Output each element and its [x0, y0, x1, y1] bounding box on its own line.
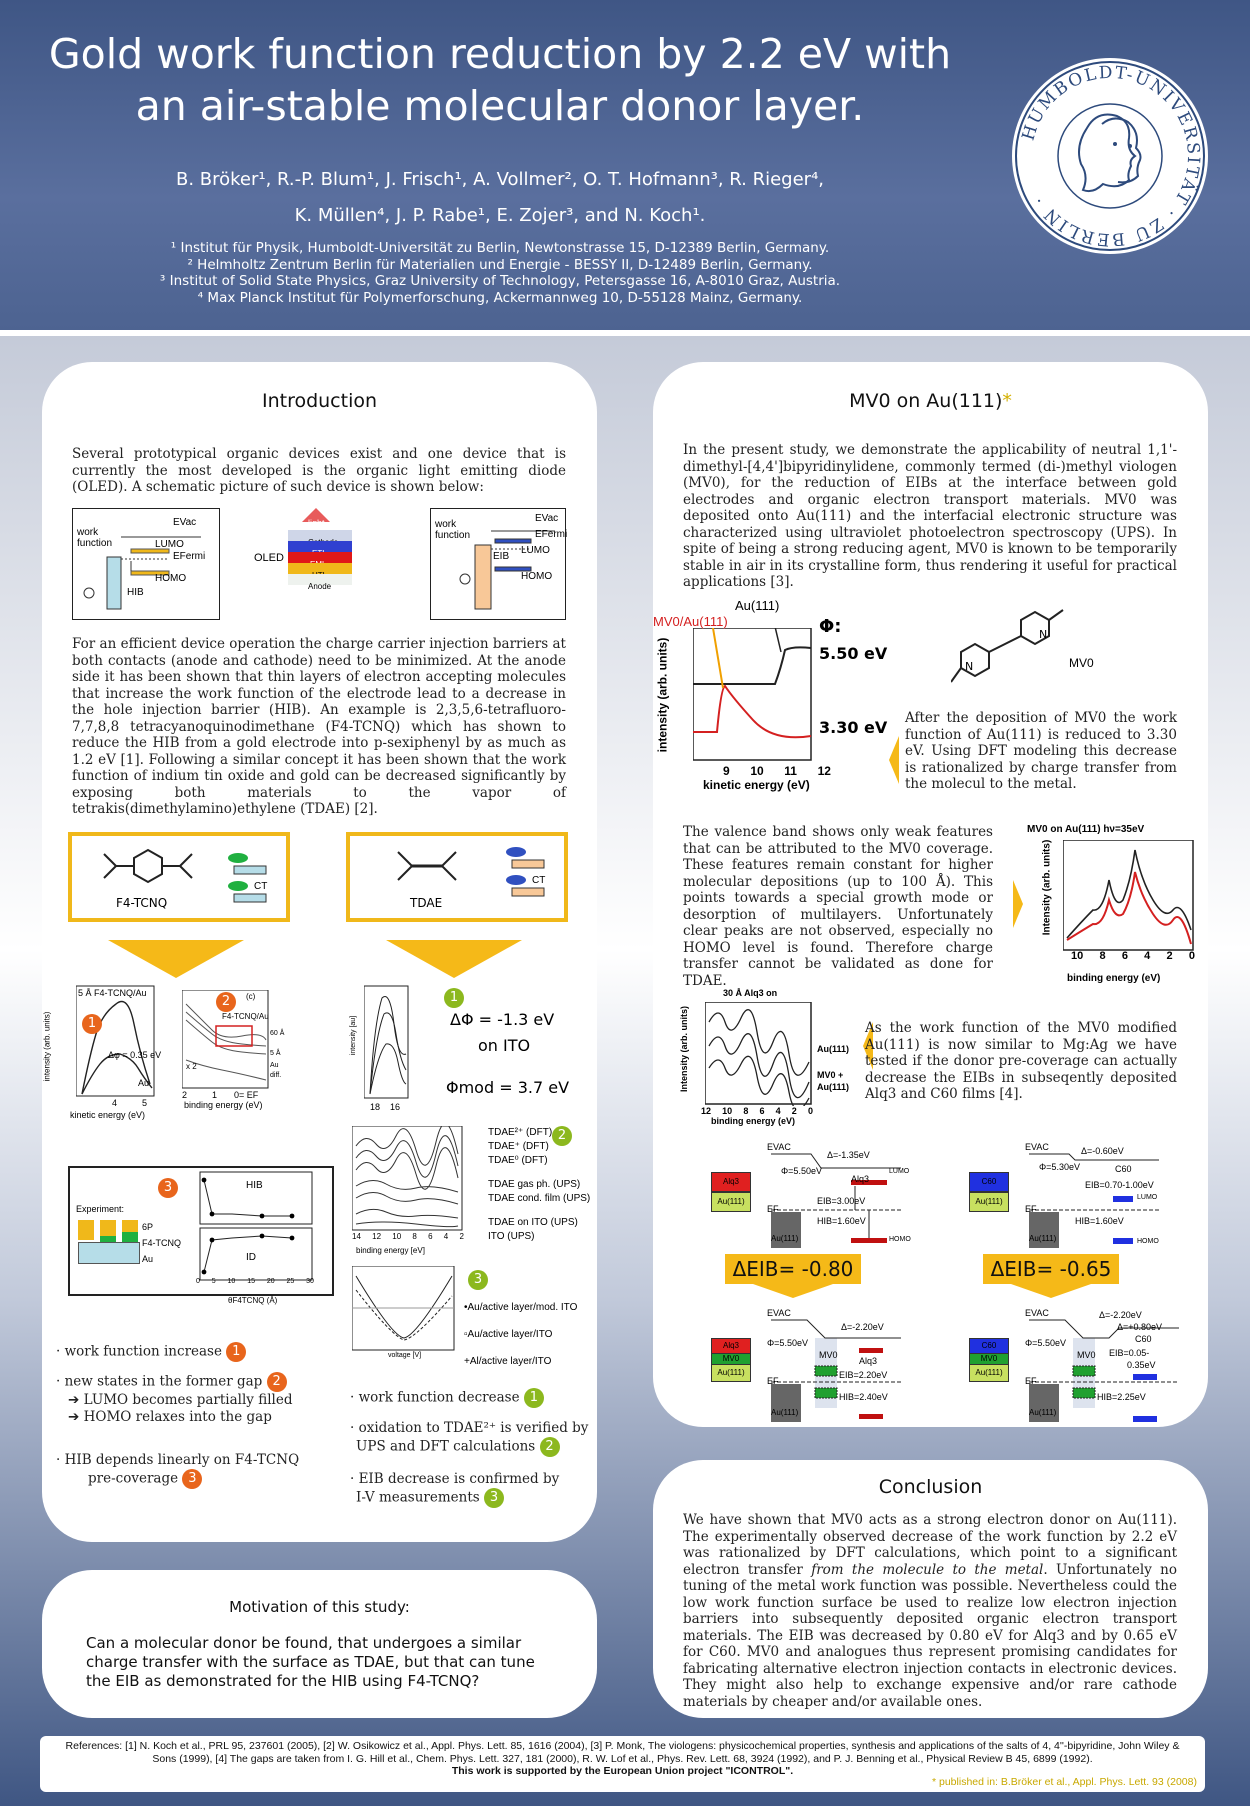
wf-value-2: 3.30 eV [819, 718, 888, 737]
stack-au111: Au(111) [969, 1364, 1009, 1382]
legend-item: •Au/active layer/mod. ITO [464, 1302, 578, 1313]
mv0-work-function-plot [653, 594, 893, 790]
bullet-ups-dft [356, 1437, 590, 1457]
dbr-eib-2: 0.35eV [1127, 1360, 1156, 1370]
vb-xlabel: binding energy (eV) [1067, 973, 1161, 984]
legend-item: TDAE²⁺ (DFT) [488, 1127, 553, 1138]
dtl-ef: EF [767, 1204, 779, 1214]
alq-mv0-label: MV0 + [817, 1070, 844, 1080]
tdae-iv-plot [352, 1266, 592, 1366]
c60-mv0-au-energy-diagram [969, 1308, 1183, 1428]
tick: 6 [428, 1232, 433, 1241]
tdae-down-arrow-icon [386, 940, 522, 978]
wf-xticks [723, 764, 831, 778]
vb-xticks [1071, 950, 1195, 962]
stack-6p [78, 1220, 94, 1240]
f4-plot2-x2-label: x 2 [186, 1062, 197, 1071]
dtl-hib: HIB=1.60eV [817, 1216, 866, 1226]
tick: 4 [443, 1232, 449, 1241]
tick: 9 [723, 764, 730, 778]
left-ef-label: EFermi [173, 551, 206, 562]
f4-plot1-au-label: Au [138, 1078, 150, 1088]
mv0-paragraph-1: In the present study, we demonstrate the applicability of neutral 1,1'-dimethyl-[4,4']bipyridinylidene, commonly termed (di-)methyl viologen (MV0), for the reduction of EIBs at the interface between gold electrodes and organic electron transport materials. MV0 was deposited onto Au(111) and the interfacial electronic structure was characterized using ultraviolet photoelectron spectroscopy (UPS). In spite of being a strong reducing agent, MV0 is known to be temporarily stable in air in its crystalline form, thus rendering it useful for practical applications [3]. [683, 442, 1177, 590]
oled-right-energy-diagram [430, 508, 566, 620]
f4-plot2-diff-label: diff. [270, 1072, 282, 1079]
conclusion-title: Conclusion [878, 1476, 983, 1498]
hib-f4-label: F4-TCNQ [142, 1238, 181, 1248]
affiliations [140, 240, 860, 306]
alq3-mv0-au-energy-diagram [711, 1308, 921, 1428]
f4-plot1-dphi-label: Δφ = 0.35 eV [108, 1050, 162, 1060]
bullet-number: 1 [226, 1342, 246, 1362]
affiliation-2: ² Helmholtz Zentrum Berlin für Materialien und Energie - BESSY II, D-12489 Berlin, Germany. [187, 256, 813, 273]
delta-eib-alq3-callout: ΔEIB= -0.80 [725, 1254, 861, 1284]
tick: 0 [807, 1106, 813, 1116]
tdae-plot2-xlabel: binding energy [eV] [356, 1246, 425, 1255]
alq-ylabel: Intensity (arb. units) [679, 1005, 690, 1093]
mv0-title [653, 390, 1208, 412]
hib-6p-label: 6P [142, 1222, 154, 1232]
motivation-title: Motivation of this study: [229, 1598, 410, 1616]
tdae-ct-label: CT [532, 875, 546, 886]
header-divider [0, 330, 1250, 336]
dbr-mol: C60 [1135, 1334, 1152, 1344]
bullet-oxidation: · oxidation to TDAE²⁺ is verified by [350, 1420, 589, 1436]
stack-au111: Au(111) [969, 1192, 1009, 1212]
tdae-number-3: 3 [468, 1270, 488, 1290]
tdae-ups-dft-plot [352, 1126, 592, 1256]
dtl-evac: EVAC [767, 1142, 791, 1152]
f4tcnq-kinetic-plot [42, 984, 176, 1134]
callout-right-arrow-icon [1011, 1284, 1091, 1298]
dtl-mol: Alq3 [851, 1174, 870, 1184]
tick: 14 [352, 1232, 361, 1241]
dtr-phi: Φ=5.30eV [1039, 1162, 1080, 1172]
right-wf-label: work function [435, 519, 471, 541]
dtr-homo: HOMO [1137, 1238, 1159, 1245]
svg-text:HUMBOLDT-UNIVERSITÄT · ZU BERL: HUMBOLDT-UNIVERSITÄT · ZU BERLIN · [1018, 62, 1204, 250]
dbl-hib: HIB=2.40eV [839, 1392, 888, 1402]
tdae-dphi-label: ΔΦ = -1.3 eV [450, 1010, 555, 1029]
legend-item: TDAE⁰ (DFT) [488, 1155, 548, 1166]
tick: 6 [1121, 950, 1128, 962]
f4-plot2-c-label: (c) [246, 992, 256, 1001]
sample-stack-graphic [78, 1220, 138, 1266]
motivation-text: Can a molecular donor be found, that undergoes a similar charge transfer with the surface as TDAE, but that can tune the EIB as demonstrated for the HIB using F4-TCNQ? [86, 1634, 535, 1690]
f4-plot-number-2: 2 [216, 992, 236, 1012]
f4tcnq-binding-plot [182, 990, 302, 1120]
introduction-title: Introduction [261, 390, 378, 412]
tdae-plot2-ticks [352, 1232, 464, 1241]
dbl-phi: Φ=5.50eV [767, 1338, 808, 1348]
bullet-wf-decrease [350, 1388, 590, 1408]
tick: 10 [392, 1232, 402, 1241]
title-line-1: Gold work function reduction by 2.2 eV with [48, 30, 952, 78]
f4-plot2-au-label: Au [270, 1062, 279, 1069]
authors [120, 162, 880, 234]
oled-layer-cathode [288, 530, 352, 541]
published-note: * published in: B.Bröker et al., Appl. Phys. Lett. 93 (2008) [932, 1776, 1197, 1788]
dtr-mol: C60 [1115, 1164, 1132, 1174]
anode-label: Anode [308, 582, 332, 591]
wf-phi-label: Φ: [819, 616, 842, 637]
tick: 25 [286, 1278, 295, 1285]
tick: 0 [196, 1278, 200, 1285]
oled-layer-etl [288, 541, 352, 552]
stack-c60: C60 [969, 1172, 1009, 1192]
vb-arrow-icon [1013, 880, 1023, 928]
dtr-evac: EVAC [1025, 1142, 1049, 1152]
alq3-valence-band-plot [679, 988, 853, 1122]
title-line-2: an air-stable molecular donor layer. [135, 82, 865, 130]
stack-mv0: MV0 [711, 1353, 751, 1365]
dbl-delta: Δ=-2.20eV [841, 1322, 884, 1332]
dtr-au: Au(111) [1029, 1234, 1057, 1243]
dbr-delta-2: Δ=+0.80eV [1117, 1322, 1163, 1332]
oled-stack [288, 508, 352, 618]
svg-text:N: N [1039, 628, 1048, 641]
dtl-lumo: LUMO [889, 1168, 910, 1175]
intro-paragraph-1: Several prototypical organic devices exist and one device that is currently the most developed is the organic light emitting diode (OLED). A schematic picture of such device is shown below: [72, 446, 566, 495]
affiliation-4: ⁴ Max Planck Institut für Polymerforschung, Ackermannweg 10, D-55128 Mainz, Germany. [197, 289, 803, 306]
dtr-lumo: LUMO [1137, 1194, 1158, 1201]
bullet-number: 2 [267, 1372, 287, 1392]
oled-left-energy-diagram [72, 508, 220, 620]
alq3-au-energy-diagram [711, 1142, 911, 1252]
left-evac-label: EVac [173, 517, 197, 528]
tick: 2 [791, 1106, 797, 1116]
tdae-plot1-ylabel: intensity [au] [350, 1015, 358, 1056]
bullet-homo: ➔ HOMO relaxes into the gap [68, 1409, 272, 1425]
dtl-homo: HOMO [889, 1236, 911, 1243]
tick: 12 [372, 1232, 382, 1241]
university-seal-logo [1012, 58, 1208, 254]
c60-au-energy-diagram [969, 1142, 1179, 1252]
f4-plot1-ylabel: intensity (arb. units) [42, 1011, 52, 1082]
wf-arrow-icon [889, 736, 899, 784]
bullet-lumo: ➔ LUMO becomes partially filled [68, 1392, 293, 1408]
legend-item: TDAE on ITO (UPS) [488, 1217, 578, 1228]
f4tcnq-label: F4-TCNQ [116, 896, 168, 910]
dbl-ef: EF [767, 1376, 779, 1386]
dbl-eib: EIB=2.20eV [839, 1370, 888, 1380]
bullet-number: 1 [524, 1388, 544, 1408]
dbr-au: Au(111) [1029, 1408, 1057, 1417]
hib-pre-coverage-plot [68, 1166, 334, 1296]
references-list: References: [1] N. Koch et al., PRL 95, 237601 (2005), [2] W. Osikowicz et al., Appl. Phys. Lett. 85, 1616 (2004), [3] P. Monk, The viologens: physicochemical properties, synthesis and applications of the salts of 4, 4''-bipyridine, John Wiley & Sons (1999), [4] The gaps are taken from I. G. Hill et al., Chem. Phys. Lett. 327, 181 (2000), R. W. Lof et al., Phys. Rev. Lett. 68, 3924 (1992), and P. J. Benning et al., Physical Review B 45, 6899 (1992). [65, 1740, 1180, 1765]
mv0-title-text: MV0 on Au(111) [849, 390, 1003, 412]
oled-layer-htl [288, 563, 352, 574]
tdae-plot1-tick-18: 18 [370, 1102, 381, 1112]
f4-plot2-sample-label: F4-TCNQ/Au [222, 1012, 269, 1021]
mv0-paragraph-3: The valence band shows only weak features that can be attributed to the MV0 coverage. These features remain constant for higher molecular depositions (up to 100 Å). This points towards a special growth mode or desorption of multilayers. Unfortunately clear peaks are not observed, especially no HOMO level is found. Therefore charge transfer cannot be validated as done for TDAE. [683, 824, 993, 989]
stack-alq3: Alq3 [711, 1338, 751, 1354]
intro-paragraph-2: For an efficient device operation the charge carrier injection barriers at both contacts (anode and cathode) need to be minimized. At the anode side it has been shown that thin layers of electron accepting molecules that increase the work function of the electrode lead to a decrease in the hole injection barrier (HIB). An example is 2,3,5,6-tetrafluoro-7,7,8,8 tetracyanoquinodimethane (F4-TCNQ) which has shown to reduce the HIB from a gold electrode into p-sexiphenyl by as much as 1.2 eV [1]. Following a similar concept it has been shown that the work function of indium tin oxide and gold can be decreased significantly by exposing both materials to the vapor of tetrakis(dimethylamino)ethylene (TDAE) [2]. [72, 636, 566, 817]
f4tcnq-molecule-box [68, 832, 290, 922]
dbr-delta-1: Δ=-2.20eV [1099, 1310, 1142, 1320]
tdae-findings [350, 1388, 590, 1508]
dbr-evac: EVAC [1025, 1308, 1049, 1318]
right-homo-label: HOMO [521, 571, 553, 582]
vb-ylabel: Intensity (arb. units) [1041, 839, 1053, 936]
f4-plot2-tick-2: 2 [182, 1090, 188, 1100]
affiliation-1: ¹ Institut für Physik, Humboldt-Universität zu Berlin, Newtonstrasse 15, D-12389 Berlin, Germany. [170, 240, 830, 256]
left-hib-label: HIB [127, 587, 144, 598]
left-homo-label: HOMO [155, 573, 187, 584]
stack-c60: C60 [969, 1338, 1009, 1354]
tick: 12 [701, 1106, 712, 1116]
mv0-title-star: * [1002, 390, 1012, 412]
bullet-new-states [56, 1372, 326, 1392]
f4-plot1-xlabel: kinetic energy (eV) [70, 1110, 146, 1120]
dbr-hib: HIB=2.25eV [1097, 1392, 1146, 1402]
dtl-delta: Δ=-1.35eV [827, 1150, 870, 1160]
dtr-ef: EF [1025, 1204, 1037, 1214]
affiliation-3: ³ Institut of Solid State Physics, Graz University of Technology, Petersgasse 16, A-8010 Graz, Austria. [159, 273, 841, 289]
vb-title: MV0 on Au(111) hν=35eV [1027, 824, 1145, 835]
tick: 0 [1188, 950, 1195, 962]
tick: 4 [1144, 950, 1151, 962]
tdae-number-1: 1 [444, 988, 464, 1008]
dtl-au: Au(111) [771, 1234, 799, 1243]
bullet-text: pre-coverage [88, 1470, 179, 1487]
right-lumo-label: LUMO [521, 545, 550, 556]
mv0-molecule-structure [951, 592, 1101, 692]
authors-line-2: K. Müllen⁴, J. P. Rabe¹, E. Zojer³, and N. Koch¹. [294, 205, 706, 226]
tdae-on-ito-label: on ITO [478, 1036, 531, 1055]
dtl-phi: Φ=5.50eV [781, 1166, 822, 1176]
tick: 15 [247, 1278, 255, 1285]
hib-xlabel: θF4TCNQ (Å) [228, 1296, 278, 1305]
right-ef-label: EFermi [535, 529, 568, 540]
alq-xlabel: binding energy (eV) [711, 1116, 796, 1126]
bullet-wf-increase [56, 1342, 326, 1362]
conclusion-text-b: . Unfortunately no tuning of the metal work function was possible. Nevertheless could the low work function surface be used to realize low electron injection barriers into subsequently deposited organic electron transport materials. The EIB was decreased by 0.80 eV for Alq3 and by 0.65 eV for C60. MV0 and analogues thus represent promising candidates for fabricating alternative electron injection contacts in electronic devices. They might also help to exchange expensive and/or rare cathode materials by cheaper and/or available ones. [683, 1561, 1177, 1710]
tick: 8 [743, 1106, 749, 1116]
tdae-label: TDAE [410, 896, 443, 910]
bullet-pre-coverage [88, 1469, 326, 1489]
alq-xticks [701, 1106, 813, 1116]
legend-item: ITO (UPS) [488, 1231, 535, 1242]
legend-item: TDAE⁺ (DFT) [488, 1141, 549, 1152]
f4-plot1-tick-5: 5 [142, 1098, 148, 1108]
left-lumo-label: LUMO [155, 539, 184, 550]
wf-ylabel: intensity (arb. units) [655, 637, 670, 753]
id-axis-label: ID [246, 1252, 256, 1263]
bullet-number: 3 [484, 1488, 504, 1508]
f4-plot2-tick-0: 0= EF [234, 1090, 259, 1100]
tdae-plot1-tick-16: 16 [390, 1102, 401, 1112]
references-text [55, 1740, 1190, 1778]
tick: 8 [1099, 950, 1106, 962]
callout-left-arrow-icon [753, 1284, 833, 1298]
wf-value-1: 5.50 eV [819, 644, 888, 663]
conclusion-text-a: We have shown that MV0 acts as a strong electron donor on Au(111). The experimentally observed decrease of the work function by 2.2 eV was rationalized by DFT calculations, which point to a significant electron transfer [683, 1512, 1177, 1578]
support-statement: This work is supported by the European Union project "ICONTROL". [451, 1765, 794, 1777]
motivation-panel [42, 1570, 597, 1718]
bullet-text: · work function increase [56, 1343, 222, 1360]
svg-text:N: N [965, 660, 974, 673]
tick: 2 [459, 1232, 464, 1241]
bullet-iv [356, 1488, 590, 1508]
conclusion-text-emphasis: from the molecule to the metal [811, 1561, 1044, 1578]
dtr-hib: HIB=1.60eV [1075, 1216, 1124, 1226]
alq-title: 30 Å Alq3 on [723, 988, 778, 998]
tick: 8 [412, 1232, 417, 1241]
dbr-mv0: MV0 [1077, 1350, 1096, 1360]
f4-plot2-5-label: 5 Å [270, 1050, 281, 1057]
tdae-intensity-plot [350, 984, 420, 1124]
stack-au [78, 1242, 140, 1264]
mv0-molecule-label: MV0 [1069, 656, 1094, 670]
mv0-paragraph-4: As the work function of the MV0 modified Au(111) is now similar to Mg:Ag we have tested if the donor pre-coverage can actually decrease the EIBs in subseqently deposited Alq3 and C60 films [4]. [865, 1020, 1177, 1102]
stack-mv0: MV0 [969, 1353, 1009, 1365]
f4-plot2-xlabel: binding energy (eV) [184, 1100, 263, 1110]
tick: 2 [1166, 950, 1173, 962]
tick: 4 [775, 1106, 781, 1116]
mv0-paragraph-2: After the deposition of MV0 the work function of Au(111) is reduced to 3.30 eV. Using DFT modeling this decrease is rationalized by charge transfer from the molecul to the metal. [905, 710, 1177, 792]
stack-au111: Au(111) [711, 1192, 751, 1212]
alq-au-label-2: Au(111) [817, 1082, 850, 1092]
f4tcnq-down-arrow-icon [108, 940, 244, 978]
dbl-evac: EVAC [767, 1308, 791, 1318]
hib-au-label: Au [142, 1254, 154, 1264]
tdae-molecule-box [346, 832, 568, 922]
introduction-panel [42, 362, 597, 1542]
bullet-text: I-V measurements [356, 1489, 480, 1506]
f4-ct-label: CT [254, 881, 268, 892]
stack-f4 [122, 1232, 138, 1242]
bullet-number: 3 [182, 1469, 202, 1489]
f4-plot2-tick-1: 1 [212, 1090, 218, 1100]
tdae-plot3-xlabel: voltage [V] [388, 1352, 422, 1359]
tick: 12 [817, 764, 831, 778]
oled-layer-anode [288, 574, 352, 591]
mv0-panel [653, 362, 1208, 1427]
f4-plot-number-1: 1 [82, 1014, 102, 1034]
oled-layer-eml [288, 552, 352, 563]
legend-item: TDAE cond. film (UPS) [488, 1193, 591, 1204]
bullet-text: · work function decrease [350, 1389, 520, 1406]
poster-title [20, 28, 980, 132]
tick: 10 [227, 1278, 236, 1285]
tick: 10 [1071, 950, 1084, 962]
tick: 5 [211, 1278, 216, 1285]
conclusion-panel [653, 1460, 1208, 1718]
right-evac-label: EVac [535, 513, 559, 524]
hib-xticks [196, 1278, 314, 1285]
dtr-eib: EIB=0.70-1.00eV [1085, 1180, 1154, 1190]
conclusion-text [683, 1512, 1177, 1710]
hib-axis-label: HIB [246, 1180, 263, 1191]
hib-exp-label: Experiment: [76, 1204, 125, 1214]
delta-eib-c60-callout: ΔEIB= -0.65 [983, 1254, 1119, 1284]
wf-mv0au-label: MV0/Au(111) [653, 614, 728, 629]
dtr-delta: Δ=-0.60eV [1081, 1146, 1124, 1156]
bullet-text: UPS and DFT calculations [356, 1438, 536, 1455]
bullet-number: 2 [540, 1437, 560, 1457]
legend-item: +Al/active layer/ITO [464, 1356, 552, 1367]
dbl-au: Au(111) [771, 1408, 799, 1417]
tick: 20 [266, 1278, 275, 1285]
dbr-ef: EF [1025, 1376, 1037, 1386]
mv0-valence-band-plot [1027, 824, 1203, 962]
bullet-text: · new states in the former gap [56, 1373, 263, 1390]
tick: 10 [722, 1106, 733, 1116]
tick: 6 [759, 1106, 765, 1116]
wf-au-label: Au(111) [735, 598, 780, 613]
dtl-eib: EIB=3.00eV [817, 1196, 866, 1206]
left-wf-label: work function [77, 527, 113, 549]
tdae-phimod-label: Φmod = 3.7 eV [446, 1078, 570, 1097]
tick: 10 [750, 764, 764, 778]
wf-xlabel: kinetic energy (eV) [703, 778, 810, 792]
light-label: light [308, 518, 325, 528]
stack-au111: Au(111) [711, 1364, 751, 1382]
alq-au-label: Au(111) [817, 1044, 850, 1054]
dbr-phi: Φ=5.50eV [1025, 1338, 1066, 1348]
tick: 30 [306, 1278, 314, 1285]
oled-label: OLED [254, 552, 284, 564]
stack-alq3: Alq3 [711, 1172, 751, 1192]
dbr-eib: EIB=0.05- [1109, 1348, 1150, 1358]
right-eib-label: EIB [493, 551, 510, 562]
tick: 11 [784, 764, 797, 778]
f4-plot1-tick-4: 4 [112, 1098, 118, 1108]
dbl-mv0: MV0 [819, 1350, 838, 1360]
dbl-mol: Alq3 [859, 1356, 878, 1366]
authors-line-1: B. Bröker¹, R.-P. Blum¹, J. Frisch¹, A. Vollmer², O. T. Hofmann³, R. Rieger⁴, [175, 169, 825, 190]
bullet-hib: · HIB depends linearly on F4-TCNQ [56, 1452, 300, 1468]
references-box [40, 1736, 1205, 1792]
legend-item: ▫Au/active layer/ITO [464, 1329, 553, 1340]
f4tcnq-findings [56, 1342, 326, 1489]
legend-item: TDAE gas ph. (UPS) [488, 1179, 581, 1190]
tdae-plot2-legend [488, 1126, 590, 1244]
f4-plot1-sample-label: 5 Å F4-TCNQ/Au [78, 988, 147, 998]
f4-plot2-60-label: 60 Å [270, 1030, 285, 1037]
tdae-plot3-legend [464, 1294, 577, 1375]
tdae-number-2: 2 [552, 1126, 572, 1146]
hib-number-3: 3 [158, 1178, 178, 1198]
bullet-eib: · EIB decrease is confirmed by [350, 1471, 560, 1487]
